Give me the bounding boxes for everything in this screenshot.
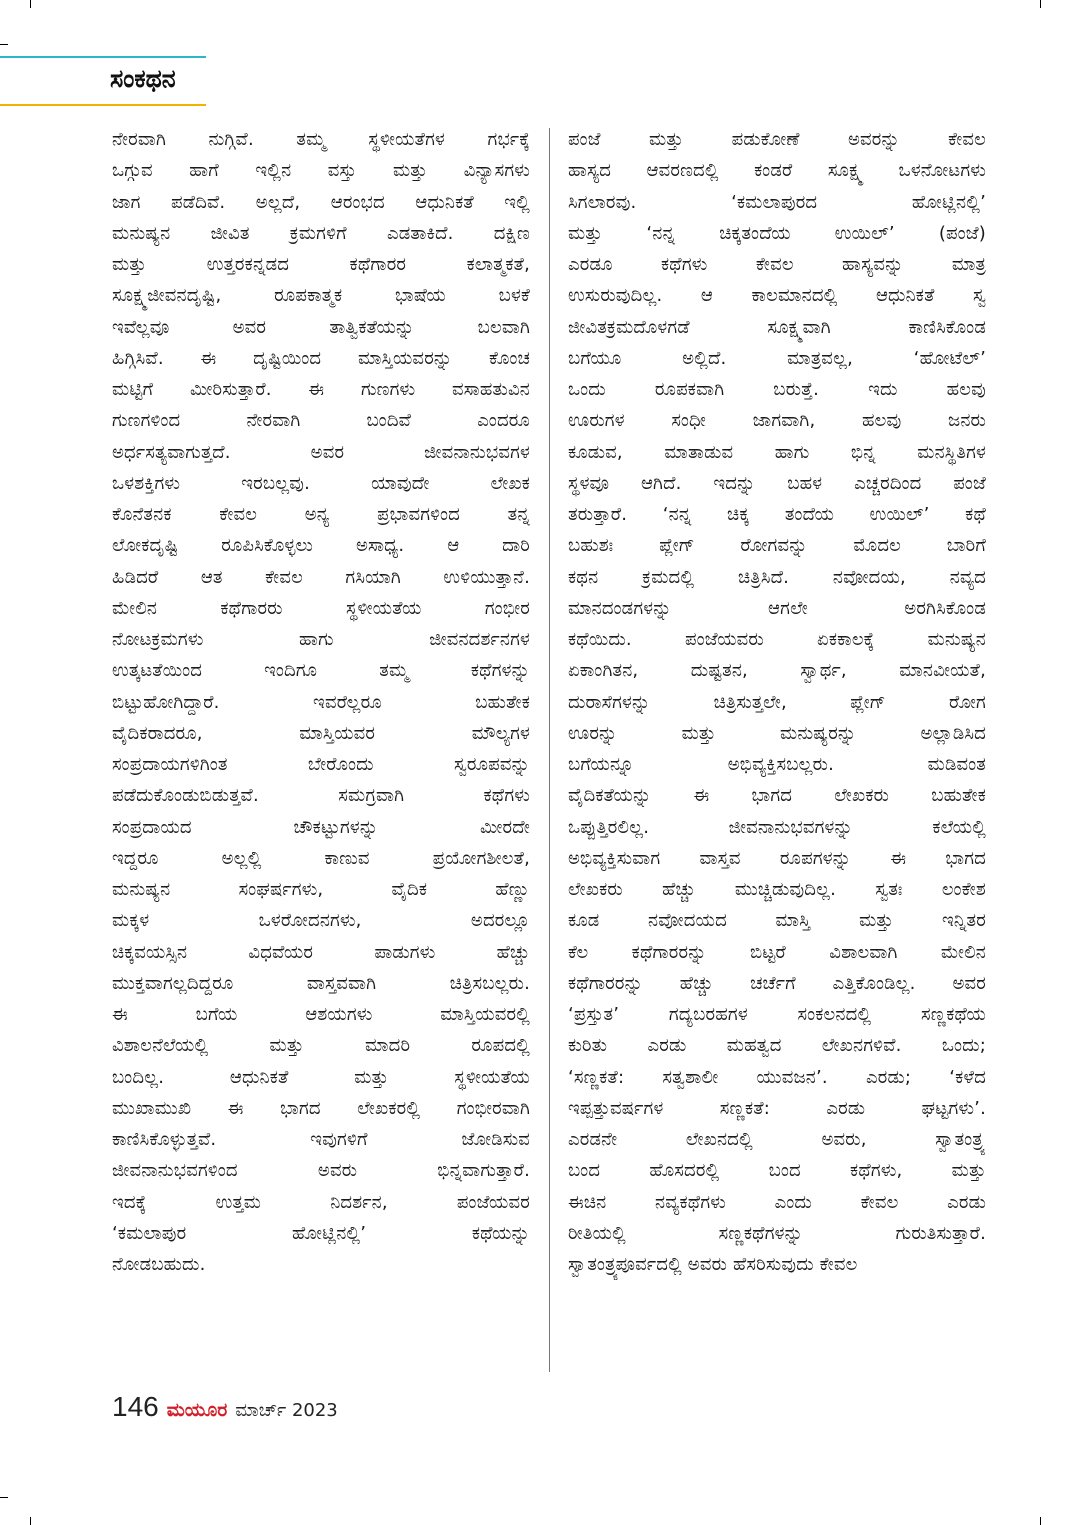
crop-mark: [1040, 0, 1041, 8]
text-line: ಒಳಶಕ್ತಿಗಳು ಇರಬಲ್ಲವು. ಯಾವುದೇ ಲೇಖಕ: [112, 472, 530, 494]
text-line: ಬಹುಶಃ ಪ್ಲೇಗ್ ರೋಗವನ್ನು ಮೊದಲ ಬಾರಿಗೆ: [568, 535, 986, 557]
page-number: 146: [112, 1391, 159, 1422]
text-line: ಮುಖಾಮುಖಿ ಈ ಭಾಗದ ಲೇಖಕರಲ್ಲಿ ಗಂಭೀರವಾಗಿ: [112, 1097, 530, 1119]
text-line: ಮನುಷ್ಯನ ಜೀವಿತ ಕ್ರಮಗಳಿಗೆ ಎಡತಾಕಿದೆ. ದಕ್ಷಿಣ: [112, 222, 530, 244]
text-line: ‘ಸಣ್ಣಕತೆ: ಸತ್ವಶಾಲೀ ಯುವಜನ’. ಎರಡು; ‘ಕಳೆದ: [568, 1066, 986, 1088]
issue-date: ಮಾರ್ಚ್ 2023: [235, 1400, 338, 1421]
crop-mark: [1040, 1517, 1041, 1525]
text-line: ಎರಡನೇ ಲೇಖನದಲ್ಲಿ ಅವರು, ಸ್ವಾತಂತ್ರ್ಯ: [568, 1129, 986, 1150]
crop-mark: [30, 0, 31, 8]
text-line: ದುರಾಸೆಗಳನ್ನು ಚಿತ್ರಿಸುತ್ತಲೇ, ಪ್ಲೇಗ್ ರೋಗ: [568, 691, 986, 713]
text-line: ಈಚಿನ ನವ್ಯಕಥೆಗಳು ಎಂದು ಕೇವಲ ಎರಡು: [568, 1191, 986, 1213]
text-line: ಕೆಲ ಕಥೆಗಾರರನ್ನು ಬಿಟ್ಟರೆ ವಿಶಾಲವಾಗಿ ಮೇಲಿನ: [568, 941, 986, 963]
text-line: ಬಂದ ಹೊಸದರಲ್ಲಿ ಬಂದ ಕಥೆಗಳು, ಮತ್ತು: [568, 1160, 986, 1182]
text-line: ಉಸುರುವುದಿಲ್ಲ. ಆ ಕಾಲಮಾನದಲ್ಲಿ ಆಧುನಿಕತೆ ಸ್ವ: [568, 285, 986, 307]
text-line: ಇದಕ್ಕೆ ಉತ್ತಮ ನಿದರ್ಶನ, ಪಂಜೆಯವರ: [112, 1191, 530, 1213]
text-line: ಮತ್ತು ‘ನನ್ನ ಚಿಕ್ಕತಂದೆಯ ಉಯಿಲ್’ (ಪಂಜೆ): [568, 222, 986, 244]
text-line: ಅಭಿವ್ಯಕ್ತಿಸುವಾಗ ವಾಸ್ತವ ರೂಪಗಳನ್ನು ಈ ಭಾಗದ: [568, 847, 986, 869]
article-column-right: [568, 124, 986, 1280]
text-line: ಇದ್ದರೂ ಅಲ್ಲಲ್ಲಿ ಕಾಣುವ ಪ್ರಯೋಗಶೀಲತೆ,: [112, 847, 530, 869]
text-line: ಕಥೆಗಾರರನ್ನು ಹೆಚ್ಚು ಚರ್ಚೆಗೆ ಎತ್ತಿಕೊಂಡಿಲ್ಲ. ಅವರ: [568, 972, 986, 994]
text-line: ಮುಕ್ತವಾಗಲ್ಲದಿದ್ದರೂ ವಾಸ್ತವವಾಗಿ ಚಿತ್ರಿಸಬಲ್ಲರು.: [112, 972, 530, 994]
text-line: ಮನುಷ್ಯನ ಸಂಘರ್ಷಗಳು, ವೈದಿಕ ಹೆಣ್ಣು: [112, 879, 530, 900]
text-line: ‘ಕಮಲಾಪುರ ಹೋಟ್ಲಿನಲ್ಲಿ’ ಕಥೆಯನ್ನು: [112, 1222, 530, 1244]
header-top-rule: [0, 56, 206, 58]
text-line: ತರುತ್ತಾರೆ. ‘ನನ್ನ ಚಿಕ್ಕ ತಂದೆಯ ಉಯಿಲ್’ ಕಥೆ: [568, 504, 986, 525]
text-line: ಒಪ್ಪುತ್ತಿರಲಿಲ್ಲ. ಜೀವನಾನುಭವಗಳನ್ನು ಕಲೆಯಲ್ಲಿ: [568, 816, 986, 838]
text-line: ಏಕಾಂಗಿತನ, ದುಷ್ಟತನ, ಸ್ವಾರ್ಥ, ಮಾನವೀಯತೆ,: [568, 660, 986, 682]
text-line: ಹಾಸ್ಯದ ಆವರಣದಲ್ಲಿ ಕಂಡರೆ ಸೂಕ್ಷ್ಮ ಒಳನೋಟಗಳು: [568, 160, 986, 182]
crop-mark: [0, 44, 8, 45]
text-line: ಲೇಖಕರು ಹೆಚ್ಚು ಮುಚ್ಚಿಡುವುದಿಲ್ಲ. ಸ್ವತಃ ಲಂಕೇಶ: [568, 879, 986, 900]
text-line: ಕುರಿತು ಎರಡು ಮಹತ್ವದ ಲೇಖನಗಳಿವೆ. ಒಂದು;: [568, 1035, 986, 1057]
section-header: [0, 56, 210, 108]
text-line: ನೋಟಕ್ರಮಗಳು ಹಾಗು ಜೀವನದರ್ಶನಗಳ: [112, 629, 530, 650]
text-line: ಸ್ವಾತಂತ್ರ್ಯಪೂರ್ವದಲ್ಲಿ ಅವರು ಹೆಸರಿಸುವುದು ಕೇವಲ: [568, 1254, 858, 1275]
text-line: ಚಿಕ್ಕವಯಸ್ಸಿನ ವಿಧವೆಯರ ಪಾಡುಗಳು ಹೆಚ್ಚು: [112, 941, 530, 963]
text-line: ಹಿಡಿದರೆ ಆತ ಕೇವಲ ಗಸಿಯಾಗಿ ಉಳಿಯುತ್ತಾನೆ.: [112, 566, 530, 588]
text-line: ಸೂಕ್ಷ್ಮಜೀವನದೃಷ್ಟಿ, ರೂಪಕಾತ್ಮಕ ಭಾಷೆಯ ಬಳಕೆ: [112, 285, 530, 307]
text-line: ಹಿಗ್ಗಿಸಿವೆ. ಈ ದೃಷ್ಟಿಯಿಂದ ಮಾಸ್ತಿಯವರನ್ನು ಕೊಂಚ: [112, 347, 530, 369]
text-line: ವಿಶಾಲನೆಲೆಯಲ್ಲಿ ಮತ್ತು ಮಾದರಿ ರೂಪದಲ್ಲಿ: [112, 1035, 530, 1057]
text-line: ವೈದಿಕತೆಯನ್ನು ಈ ಭಾಗದ ಲೇಖಕರು ಬಹುತೇಕ: [568, 785, 986, 807]
text-line: ಕಾಣಿಸಿಕೊಳ್ಳುತ್ತವೆ. ಇವುಗಳಿಗೆ ಜೋಡಿಸುವ: [112, 1129, 530, 1150]
text-line: ಅರ್ಧಸತ್ಯವಾಗುತ್ತದೆ. ಅವರ ಜೀವನಾನುಭವಗಳ: [112, 441, 530, 463]
text-line: ಬಂದಿಲ್ಲ. ಆಧುನಿಕತೆ ಮತ್ತು ಸ್ಥಳೀಯತೆಯ: [112, 1066, 530, 1088]
text-line: ಜಾಗ ಪಡೆದಿವೆ. ಅಲ್ಲದೆ, ಆರಂಭದ ಆಧುನಿಕತೆ ಇಲ್ಲಿ: [112, 191, 530, 213]
text-line: ಕಥೆಯಿದು. ಪಂಜೆಯವರು ಏಕಕಾಲಕ್ಕೆ ಮನುಷ್ಯನ: [568, 629, 986, 650]
text-line: ಕಥನ ಕ್ರಮದಲ್ಲಿ ಚಿತ್ರಿಸಿದೆ. ನವೋದಯ, ನವ್ಯದ: [568, 566, 986, 588]
text-line: ಕೂಡ ನವೋದಯದ ಮಾಸ್ತಿ ಮತ್ತು ಇನ್ನಿತರ: [568, 910, 986, 932]
text-line: ಮತ್ತು ಉತ್ತರಕನ್ನಡದ ಕಥೆಗಾರರ ಕಲಾತ್ಮಕತೆ,: [112, 254, 530, 275]
crop-mark: [0, 1497, 8, 1498]
column-divider: [549, 128, 550, 1372]
header-bottom-rule: [0, 104, 206, 106]
article-column-left: [112, 124, 530, 1280]
text-line: ಊರುಗಳ ಸಂಧೀ ಜಾಗವಾಗಿ, ಹಲವು ಜನರು: [568, 410, 986, 432]
text-line: ನೇರವಾಗಿ ನುಗ್ಗಿವೆ. ತಮ್ಮ ಸ್ಥಳೀಯತೆಗಳ ಗರ್ಭಕ್ಕೆ: [112, 129, 530, 150]
text-line: ಸಿಗಲಾರವು. ‘ಕಮಲಾಪುರದ ಹೋಟ್ಲಿನಲ್ಲಿ’: [568, 191, 986, 213]
text-line: ಸಂಪ್ರದಾಯಗಳಿಗಿಂತ ಬೇರೊಂದು ಸ್ವರೂಪವನ್ನು: [112, 754, 530, 775]
text-line: ‘ಪ್ರಸ್ತುತ’ ಗದ್ಯಬರಹಗಳ ಸಂಕಲನದಲ್ಲಿ ಸಣ್ಣಕಥೆಯ: [568, 1004, 986, 1025]
text-line: ಈ ಬಗೆಯ ಆಶಯಗಳು ಮಾಸ್ತಿಯವರಲ್ಲಿ: [112, 1004, 530, 1025]
text-line: ಒಂದು ರೂಪಕವಾಗಿ ಬರುತ್ತೆ. ಇದು ಹಲವು: [568, 379, 986, 400]
text-line: ಸ್ಥಳವೂ ಆಗಿದೆ. ಇದನ್ನು ಬಹಳ ಎಚ್ಚರದಿಂದ ಪಂಜೆ: [568, 472, 986, 494]
magazine-logo: ಮಯೂರ: [166, 1399, 228, 1421]
text-line: ಮಕ್ಕಳ ಒಳರೋದನಗಳು, ಅದರಲ್ಲೂ: [112, 910, 530, 932]
text-line: ಮಟ್ಟಿಗೆ ಮೀರಿಸುತ್ತಾರೆ. ಈ ಗುಣಗಳು ವಸಾಹತುವಿನ: [112, 379, 530, 400]
text-line: ನೋಡಬಹುದು.: [112, 1254, 206, 1275]
text-line: ಕೂಡುವ, ಮಾತಾಡುವ ಹಾಗು ಭಿನ್ನ ಮನಸ್ಥಿತಿಗಳ: [568, 441, 986, 463]
text-line: ಪಡೆದುಕೊಂಡುಬಿಡುತ್ತವೆ. ಸಮಗ್ರವಾಗಿ ಕಥೆಗಳು: [112, 785, 530, 807]
text-line: ಉತ್ಕಟತೆಯಿಂದ ಇಂದಿಗೂ ತಮ್ಮ ಕಥೆಗಳನ್ನು: [112, 660, 530, 682]
text-line: ಮಾನದಂಡಗಳನ್ನು ಆಗಲೇ ಅರಗಿಸಿಕೊಂಡ: [568, 597, 986, 619]
text-line: ಜೀವನಾನುಭವಗಳಿಂದ ಅವರು ಭಿನ್ನವಾಗುತ್ತಾರೆ.: [112, 1160, 530, 1182]
text-line: ಗುಣಗಳಿಂದ ನೇರವಾಗಿ ಬಂದಿವೆ ಎಂದರೂ: [112, 410, 530, 432]
section-title: ಸಂಕಥನ: [110, 64, 176, 93]
crop-mark: [30, 1517, 31, 1525]
text-line: ಪಂಜೆ ಮತ್ತು ಪಡುಕೋಣೆ ಅವರನ್ನು ಕೇವಲ: [568, 129, 986, 150]
text-line: ಇವೆಲ್ಲವೂ ಅವರ ತಾತ್ವಿಕತೆಯನ್ನು ಬಲವಾಗಿ: [112, 316, 530, 338]
text-line: ರೀತಿಯಲ್ಲಿ ಸಣ್ಣಕಥೆಗಳನ್ನು ಗುರುತಿಸುತ್ತಾರೆ.: [568, 1222, 986, 1244]
text-line: ಬಗೆಯೂ ಅಲ್ಲಿದೆ. ಮಾತ್ರವಲ್ಲ, ‘ಹೋಟೆಲ್’: [568, 347, 986, 369]
text-line: ಮೇಲಿನ ಕಥೆಗಾರರು ಸ್ಥಳೀಯತೆಯ ಗಂಭೀರ: [112, 597, 530, 619]
text-line: ಎರಡೂ ಕಥೆಗಳು ಕೇವಲ ಹಾಸ್ಯವನ್ನು ಮಾತ್ರ: [568, 254, 986, 275]
text-line: ಒಗ್ಗುವ ಹಾಗೆ ಇಲ್ಲಿನ ವಸ್ತು ಮತ್ತು ವಿನ್ಯಾಸಗಳು: [112, 160, 530, 182]
text-line: ಲೋಕದೃಷ್ಟಿ ರೂಪಿಸಿಕೊಳ್ಳಲು ಅಸಾಧ್ಯ. ಆ ದಾರಿ: [112, 535, 530, 557]
text-line: ವೈದಿಕರಾದರೂ, ಮಾಸ್ತಿಯವರ ಮೌಲ್ಯಗಳ: [112, 722, 530, 744]
text-line: ಬಿಟ್ಟುಹೋಗಿದ್ದಾರೆ. ಇವರೆಲ್ಲರೂ ಬಹುತೇಕ: [112, 691, 530, 713]
text-line: ಊರನ್ನು ಮತ್ತು ಮನುಷ್ಯರನ್ನು ಅಲ್ಲಾಡಿಸಿದ: [568, 722, 986, 744]
text-line: ಇಪ್ಪತ್ತುವರ್ಷಗಳ ಸಣ್ಣಕತೆ: ಎರಡು ಘಟ್ಟಗಳು’.: [568, 1097, 986, 1119]
text-line: ಸಂಪ್ರದಾಯದ ಚೌಕಟ್ಟುಗಳನ್ನು ಮೀರದೇ: [112, 816, 530, 838]
text-line: ಜೀವಿತಕ್ರಮದೊಳಗಡೆ ಸೂಕ್ಷ್ಮವಾಗಿ ಕಾಣಿಸಿಕೊಂಡ: [568, 316, 986, 338]
page-footer: [112, 1391, 338, 1431]
text-line: ಕೊನೆತನಕ ಕೇವಲ ಅನ್ಯ ಪ್ರಭಾವಗಳಿಂದ ತನ್ನ: [112, 504, 530, 525]
text-line: ಬಗೆಯನ್ನೂ ಅಭಿವ್ಯಕ್ತಿಸಬಲ್ಲರು. ಮಡಿವಂತ: [568, 754, 986, 775]
